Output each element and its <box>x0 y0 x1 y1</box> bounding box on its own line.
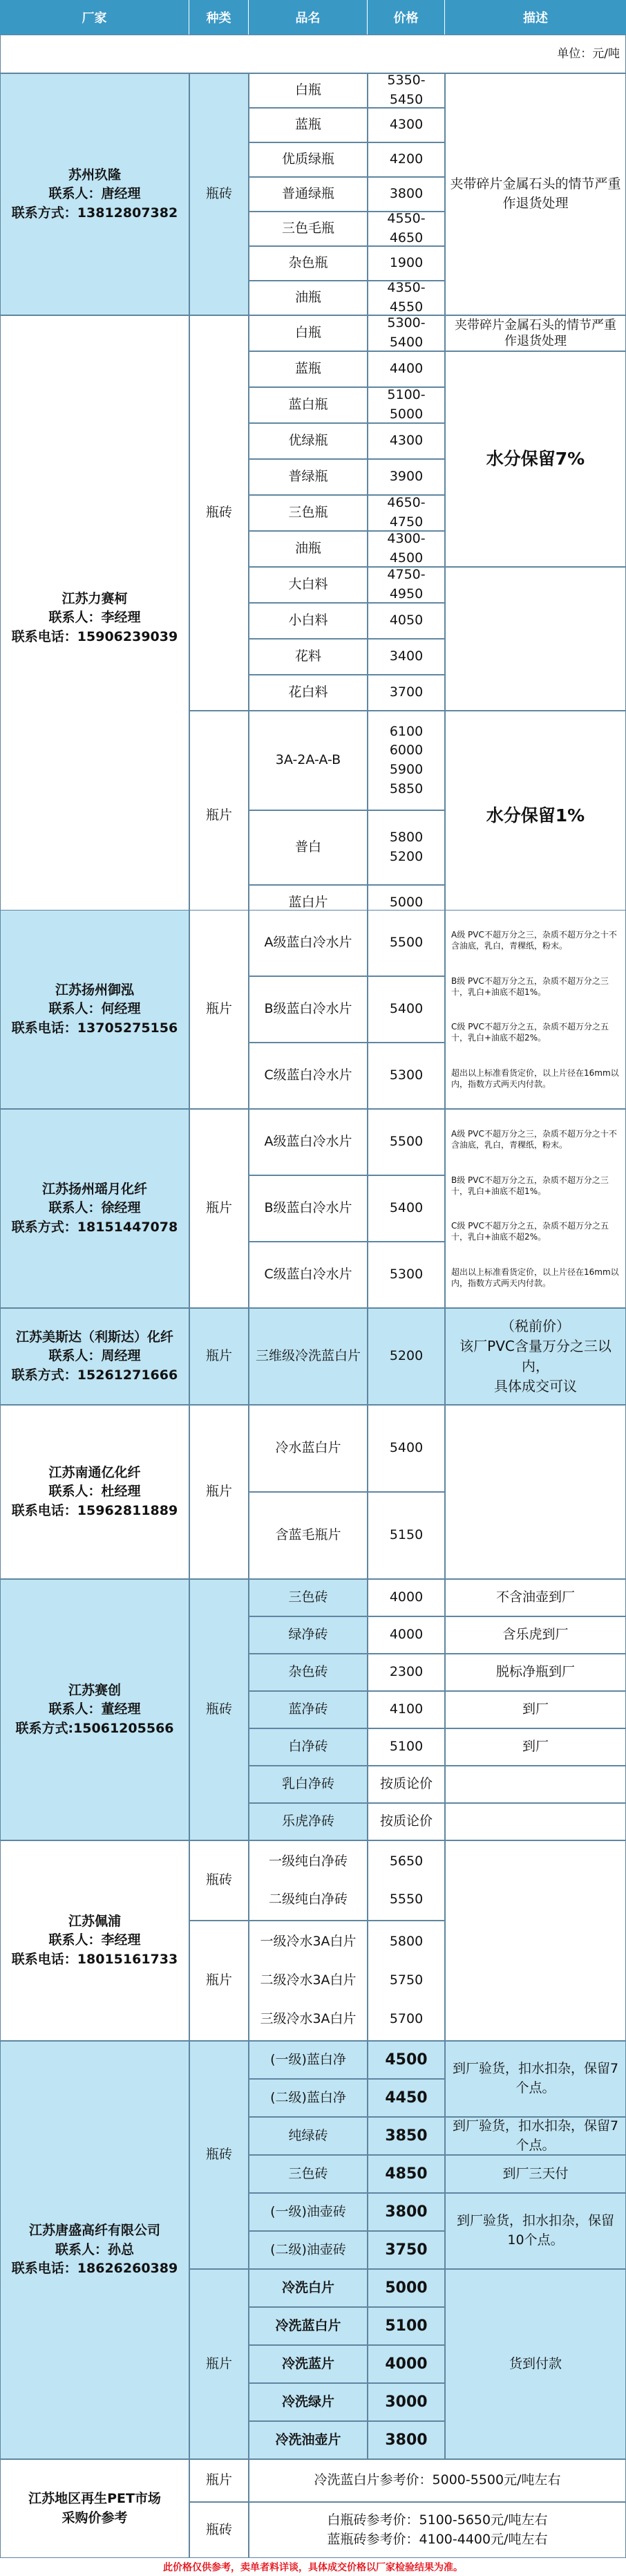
product-price: 3400 <box>368 639 445 675</box>
product-price: 5300 <box>368 1242 445 1308</box>
product-name: 普绿瓶 <box>249 459 368 495</box>
product-name: A级蓝白冷水片 <box>249 910 368 976</box>
product-price: 5100 <box>368 1728 445 1766</box>
header-description: 描述 <box>445 0 626 35</box>
delivery-note: 到厂 <box>445 1728 626 1766</box>
vendor-jiangsu-meisida: 江苏美斯达（利斯达）化纤 联系人：周经理 联系方式：15261271666 <box>0 1308 189 1405</box>
product-price: 5800 5200 <box>368 810 445 885</box>
category-bottle-flake: 瓶片 <box>189 711 249 921</box>
moisture-note: 水分保留1% <box>445 711 626 921</box>
product-name: 绿净砖 <box>249 1616 368 1654</box>
delivery-note: 含乐虎到厂 <box>445 1616 626 1654</box>
vendor-suzhou-jiulong: 苏州玖隆 联系人：唐经理 联系方式：13812807382 <box>0 73 189 315</box>
payment-note: 到厂三天付 <box>445 2155 626 2193</box>
product-price: 按质论价 <box>368 1803 445 1840</box>
description-empty <box>445 567 626 711</box>
product-name: 蓝净砖 <box>249 1691 368 1728</box>
description-empty <box>445 1405 626 1579</box>
product-price: 4300 <box>368 423 445 459</box>
product-name: 冷洗蓝白片 <box>249 2307 368 2345</box>
product-name: (二级)蓝白净 <box>249 2079 368 2117</box>
product-price: 5400 <box>368 1405 445 1492</box>
product-name: 油瓶 <box>249 281 368 315</box>
product-price: 5300 <box>368 1043 445 1109</box>
product-name: 杂色瓶 <box>249 246 368 281</box>
unit-note: 单位：元/吨 <box>0 35 626 73</box>
product-name: 冷洗油壶片 <box>249 2421 368 2459</box>
header-vendor: 厂家 <box>0 0 189 35</box>
grade-standards: A级 PVC不超万分之三，杂质不超万分之十不含油底，乳白，青稞纸，粉末。 B级 PVC不超万分之五，杂质不超万分之三十，乳白+油底不超1%。 C级 PVC不超万分之五，杂质不超万分之五十，乳白+油底不超2%。 超出以上标准看货定价，以上片径在16mm以内，指数方式两天内付款。 <box>445 910 626 1109</box>
product-name: 纯绿砖 <box>249 2117 368 2155</box>
product-name: 白瓶 <box>249 73 368 108</box>
product-price: 3700 <box>368 675 445 711</box>
category-bottle-flake: 瓶片 <box>189 1109 249 1308</box>
product-name: 乐虎净砖 <box>249 1803 368 1840</box>
header-product: 品名 <box>249 0 368 35</box>
vendor-jiangsu-peipu: 江苏佩浦 联系人：李经理 联系电话：18015161733 <box>0 1840 189 2041</box>
product-name: 冷洗蓝片 <box>249 2345 368 2383</box>
product-name: 三色毛瓶 <box>249 212 368 246</box>
product-name: 普白 <box>249 810 368 885</box>
vendor-yangzhou-yaoyue: 江苏扬州瑶月化纤 联系人：徐经理 联系方式：18151447078 <box>0 1109 189 1308</box>
product-price: 3850 <box>368 2117 445 2155</box>
description-note: 夹带碎片金属石头的情节严重作退货处理 <box>445 315 626 351</box>
product-price: 3800 <box>368 177 445 212</box>
delivery-note: 不含油壶到厂 <box>445 1579 626 1616</box>
reference-price: 白瓶砖参考价：5100-5650元/吨左右 蓝瓶砖参考价：4100-4400元/吨左右 <box>249 2502 626 2558</box>
product-name: C级蓝白冷水片 <box>249 1043 368 1109</box>
inspection-note: 到厂验货，扣水扣杂，保留10个点。 <box>445 2193 626 2269</box>
product-name: 冷洗白片 <box>249 2269 368 2307</box>
product-price: 3800 <box>368 2193 445 2231</box>
product-name: (一级)油壶砖 <box>249 2193 368 2231</box>
product-name: C级蓝白冷水片 <box>249 1242 368 1308</box>
category-bottle-flake: 瓶片 <box>189 2269 249 2459</box>
product-price: 5400 <box>368 1175 445 1242</box>
category-bottle-brick: 瓶砖 <box>189 315 249 711</box>
category-bottle-brick: 瓶砖 <box>189 2041 249 2269</box>
description-note: 夹带碎片金属石头的情节严重作退货处理 <box>445 73 626 315</box>
product-name: 三色砖 <box>249 1579 368 1616</box>
product-name: 冷洗绿片 <box>249 2383 368 2421</box>
product-name: 三维级冷洗蓝白片 <box>249 1308 368 1405</box>
product-name: 3A-2A-A-B <box>249 711 368 810</box>
product-price: 4500 <box>368 2041 445 2079</box>
category-bottle-brick: 瓶砖 <box>189 2502 249 2558</box>
header-category: 种类 <box>189 0 249 35</box>
product-price: 5150 <box>368 1492 445 1579</box>
product-price: 5100-5000 <box>368 387 445 423</box>
product-price: 3750 <box>368 2231 445 2269</box>
product-price: 4350-4550 <box>368 281 445 315</box>
product-name: 花白料 <box>249 675 368 711</box>
product-name: 普通绿瓶 <box>249 177 368 212</box>
product-group: 一级冷水3A白片 二级冷水3A白片 三级冷水3A白片 <box>249 1921 368 2041</box>
product-name: 杂色砖 <box>249 1654 368 1691</box>
delivery-note <box>445 1803 626 1840</box>
product-name: 冷水蓝白片 <box>249 1405 368 1492</box>
vendor-yangzhou-yuhong: 江苏扬州御泓 联系人：何经理 联系电话：13705275156 <box>0 910 189 1109</box>
footer-disclaimer: 此价格仅供参考，卖单者料详谈，具体成交价格以厂家检验结果为准。 <box>163 2562 463 2573</box>
product-name: 白净砖 <box>249 1728 368 1766</box>
product-name: 蓝瓶 <box>249 351 368 387</box>
product-price: 4650-4750 <box>368 495 445 531</box>
product-price: 3800 <box>368 2421 445 2459</box>
product-name: 含蓝毛瓶片 <box>249 1492 368 1579</box>
vendor-nantong-yi: 江苏南通亿化纤 联系人：杜经理 联系电话：15962811889 <box>0 1405 189 1579</box>
product-name: 优质绿瓶 <box>249 142 368 177</box>
regional-market-reference: 江苏地区再生PET市场 采购价参考 <box>0 2459 189 2558</box>
inspection-note: 到厂验货，扣水扣杂，保留7个点。 <box>445 2041 626 2117</box>
product-price: 4100 <box>368 1691 445 1728</box>
product-price: 3900 <box>368 459 445 495</box>
product-name: 三色瓶 <box>249 495 368 531</box>
delivery-note: 到厂 <box>445 1691 626 1728</box>
product-price: 4400 <box>368 351 445 387</box>
category-bottle-brick: 瓶砖 <box>189 1579 249 1840</box>
price-group: 5650 5550 <box>368 1840 445 1921</box>
product-price: 4000 <box>368 1579 445 1616</box>
header-price: 价格 <box>368 0 445 35</box>
product-price: 5200 <box>368 1308 445 1405</box>
product-name: B级蓝白冷水片 <box>249 1175 368 1242</box>
vendor-jiangsu-saichuang: 江苏赛创 联系人：董经理 联系方式:15061205566 <box>0 1579 189 1840</box>
product-price: 5100 <box>368 2307 445 2345</box>
product-price: 6100 6000 5900 5850 <box>368 711 445 810</box>
category-bottle-brick: 瓶砖 <box>189 1840 249 1921</box>
product-name: 优绿瓶 <box>249 423 368 459</box>
product-price: 2300 <box>368 1654 445 1691</box>
vendor-tangsheng-fiber: 江苏唐盛高纤有限公司 联系人：孙总 联系电话：18626260389 <box>0 2041 189 2459</box>
payment-note: 货到付款 <box>445 2269 626 2459</box>
product-price: 5000 <box>368 2269 445 2307</box>
product-name: 三色砖 <box>249 2155 368 2193</box>
product-name: 蓝白片 <box>249 885 368 921</box>
product-name: 小白料 <box>249 603 368 639</box>
product-price: 4050 <box>368 603 445 639</box>
product-price: 3000 <box>368 2383 445 2421</box>
product-name: 蓝白瓶 <box>249 387 368 423</box>
product-name: 蓝瓶 <box>249 108 368 142</box>
product-name: (一级)蓝白净 <box>249 2041 368 2079</box>
description-empty <box>445 1840 626 2041</box>
delivery-note: 脱标净瓶到厂 <box>445 1654 626 1691</box>
product-price: 4300 <box>368 108 445 142</box>
product-price: 按质论价 <box>368 1766 445 1803</box>
product-name: (二级)油壶砖 <box>249 2231 368 2269</box>
category-bottle-flake: 瓶片 <box>189 910 249 1109</box>
product-name: 乳白净砖 <box>249 1766 368 1803</box>
product-name: A级蓝白冷水片 <box>249 1109 368 1175</box>
product-price: 5300-5400 <box>368 315 445 351</box>
product-price: 5000 <box>368 885 445 921</box>
product-price: 5350-5450 <box>368 73 445 108</box>
product-name: 油瓶 <box>249 531 368 567</box>
product-price: 4000 <box>368 2345 445 2383</box>
product-price: 4000 <box>368 1616 445 1654</box>
category-bottle-flake: 瓶片 <box>189 1921 249 2041</box>
category-bottle-flake: 瓶片 <box>189 1308 249 1405</box>
product-price: 4300-4500 <box>368 531 445 567</box>
product-name: 白瓶 <box>249 315 368 351</box>
product-group: 一级纯白净砖 二级纯白净砖 <box>249 1840 368 1921</box>
product-name: 花料 <box>249 639 368 675</box>
tax-note: （税前价） 该厂PVC含量万分之三以内， 具体成交可议 <box>445 1308 626 1405</box>
product-price: 4750-4950 <box>368 567 445 603</box>
product-price: 1900 <box>368 246 445 281</box>
category-bottle-brick: 瓶砖 <box>189 73 249 315</box>
grade-standards: A级 PVC不超万分之三，杂质不超万分之十不含油底，乳白，青稞纸，粉末。 B级 PVC不超万分之五，杂质不超万分之三十，乳白+油底不超1%。 C级 PVC不超万分之五，杂质不超万分之五十，乳白+油底不超2%。 超出以上标准看货定价，以上片径在16mm以内，指数方式两天内付款。 <box>445 1109 626 1308</box>
category-bottle-flake: 瓶片 <box>189 2459 249 2502</box>
inspection-note: 到厂验货，扣水扣杂，保留7个点。 <box>445 2117 626 2155</box>
product-price: 5500 <box>368 910 445 976</box>
product-name: B级蓝白冷水片 <box>249 976 368 1043</box>
product-price: 5400 <box>368 976 445 1043</box>
product-name: 大白料 <box>249 567 368 603</box>
price-group: 5800 5750 5700 <box>368 1921 445 2041</box>
category-bottle-flake: 瓶片 <box>189 1405 249 1579</box>
product-price: 4200 <box>368 142 445 177</box>
vendor-jiangsu-lisaike: 江苏力赛柯 联系人：李经理 联系电话：15906239039 <box>0 315 189 921</box>
product-price: 4850 <box>368 2155 445 2193</box>
product-price: 4450 <box>368 2079 445 2117</box>
product-price: 4550-4650 <box>368 212 445 246</box>
reference-price: 冷洗蓝白片参考价：5000-5500元/吨左右 <box>249 2459 626 2502</box>
product-price: 5500 <box>368 1109 445 1175</box>
delivery-note <box>445 1766 626 1803</box>
moisture-note: 水分保留7% <box>445 351 626 567</box>
